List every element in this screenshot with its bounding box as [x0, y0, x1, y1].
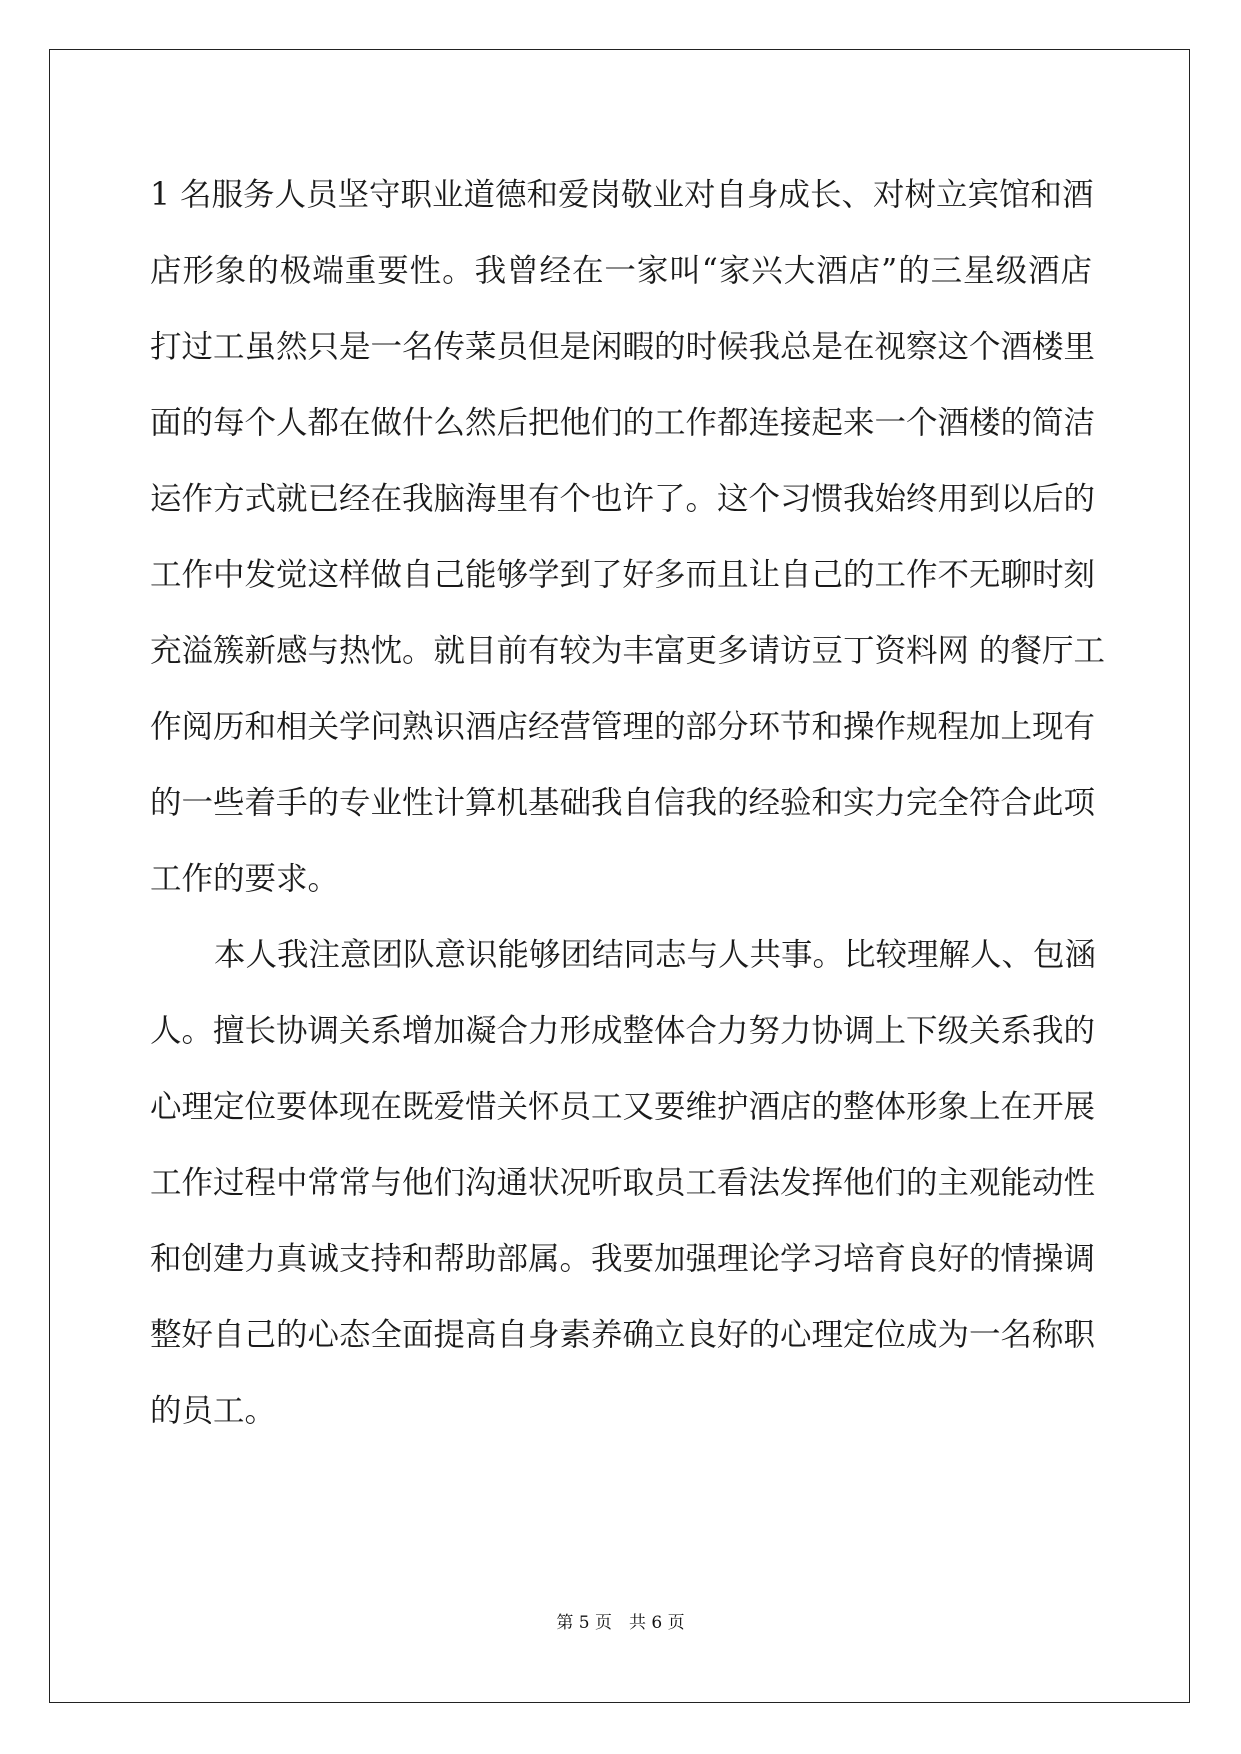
page-number-footer: 第 5 页 共 6 页 [556, 1613, 685, 1633]
text-line: 运作方式就已经在我脑海里有个也许了。这个习惯我始终用到以后的 [150, 481, 1096, 517]
text-line: 心理定位要体现在既爱惜关怀员工又要维护酒店的整体形象上在开展 [150, 1089, 1096, 1125]
text-line: 店形象的极端重要性。我曾经在一家叫“家兴大酒店”的三星级酒店 [150, 253, 1092, 289]
text-line: 工作过程中常常与他们沟通状况听取员工看法发挥他们的主观能动性 [150, 1165, 1096, 1201]
text-line: 工作中发觉这样做自己能够学到了好多而且让自己的工作不无聊时刻 [150, 557, 1096, 593]
text-line: 作阅历和相关学问熟识酒店经营管理的部分环节和操作规程加上现有 [150, 709, 1096, 745]
text-line: 人。擅长协调关系增加凝合力形成整体合力努力协调上下级关系我的 [150, 1013, 1096, 1049]
text-line: 本人我注意团队意识能够团结同志与人共事。比较理解人、包涵 [214, 937, 1097, 973]
text-line: 的员工。 [150, 1393, 277, 1429]
text-line: 和创建力真诚支持和帮助部属。我要加强理论学习培育良好的情操调 [150, 1241, 1096, 1277]
text-line: 充溢簇新感与热忱。就目前有较为丰富更多请访豆丁资料网 的餐厅工 [150, 633, 1106, 669]
text-line: 打过工虽然只是一名传菜员但是闲暇的时候我总是在视察这个酒楼里 [150, 329, 1096, 365]
text-line: 工作的要求。 [150, 861, 340, 897]
text-line: 整好自己的心态全面提高自身素养确立良好的心理定位成为一名称职 [150, 1317, 1096, 1353]
paragraph-2 [150, 917, 1097, 1449]
text-line: 的一些着手的专业性计算机基础我自信我的经验和实力完全符合此项 [150, 785, 1096, 821]
document-body [150, 157, 1106, 1449]
paragraph-1 [150, 157, 1106, 917]
text-line: 1 名服务人员坚守职业道德和爱岗敬业对自身成长、对树立宾馆和酒 [150, 177, 1094, 213]
text-line: 面的每个人都在做什么然后把他们的工作都连接起来一个酒楼的简洁 [150, 405, 1096, 441]
